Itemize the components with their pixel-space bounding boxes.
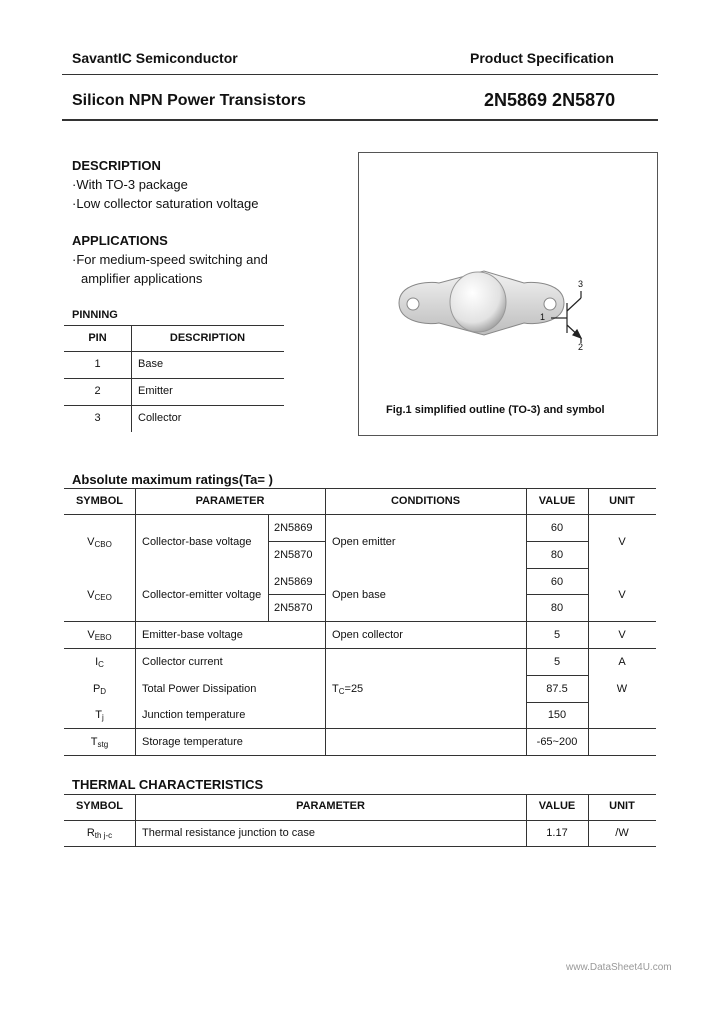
cond-vceo: Open base xyxy=(332,589,386,601)
param-tj: Junction temperature xyxy=(142,709,246,721)
thermal-header-unit: UNIT xyxy=(609,800,635,812)
abs-max-rule xyxy=(64,488,656,489)
value-pd: 87.5 xyxy=(546,683,568,695)
document-type: Product Specification xyxy=(470,50,614,66)
thermal-header-parameter: PARAMETER xyxy=(296,800,365,812)
outline-figure xyxy=(358,152,658,436)
param-ic: Collector current xyxy=(142,656,223,668)
part-variant: 2N5870 xyxy=(274,549,313,561)
abs-max-rule xyxy=(268,541,325,542)
col-header-symbol: SYMBOL xyxy=(75,495,124,507)
emitter-pin-label: 2 xyxy=(578,342,584,352)
abs-max-rule xyxy=(64,728,656,729)
param-rth: Thermal resistance junction to case xyxy=(142,827,316,839)
thermal-rule xyxy=(64,820,656,821)
symbol-pd: $P_D$ xyxy=(92,683,107,696)
symbol-vebo: $V_{EBO}$ xyxy=(87,629,112,642)
thermal-rule xyxy=(64,846,656,847)
abs-max-divider xyxy=(588,488,589,755)
thermal-rule xyxy=(64,794,656,795)
value-vcbo-5869: 60 xyxy=(550,522,564,534)
pinning-rule xyxy=(64,405,284,406)
thermal-header-value: VALUE xyxy=(538,800,576,812)
product-line: Silicon NPN Power Transistors xyxy=(72,92,306,109)
pinning-title: PINNING xyxy=(72,309,118,321)
param-vceo: Collector-emitter voltage xyxy=(142,589,262,601)
unit-rth: /W xyxy=(615,827,629,839)
part-numbers: 2N5869 2N5870 xyxy=(484,90,616,110)
cond-vcbo: Open emitter xyxy=(332,536,396,548)
value-tstg: -65~200 xyxy=(536,736,578,748)
thermal-title: THERMAL CHARACTERISTICS xyxy=(72,777,264,792)
pinning-rule xyxy=(64,378,284,379)
param-vcbo: Collector-base voltage xyxy=(142,536,252,548)
value-vcbo-5870: 80 xyxy=(550,549,564,561)
pin-description: Collector xyxy=(138,412,182,424)
base-pin-label: 1 xyxy=(540,312,546,322)
pin-number: 3 xyxy=(94,412,101,424)
value-rth: 1.17 xyxy=(546,827,568,839)
header-rule-top xyxy=(62,74,658,75)
abs-max-rule xyxy=(526,568,588,569)
abs-max-rule xyxy=(64,648,656,649)
part-variant: 2N5870 xyxy=(274,602,313,614)
abs-max-divider xyxy=(268,514,269,621)
watermark: www.DataSheet4U.com xyxy=(566,962,672,973)
symbol-ic: $I_C$ xyxy=(95,656,104,669)
pinning-rule xyxy=(64,325,284,326)
col-header-parameter: PARAMETER xyxy=(195,495,265,507)
pin-number: 1 xyxy=(94,358,101,370)
collector-pin-label: 3 xyxy=(578,279,584,289)
abs-max-rule xyxy=(526,702,588,703)
description-item: ·With TO-3 package xyxy=(72,177,188,192)
pinning-header-pin: PIN xyxy=(88,332,107,344)
symbol-tstg: $T_{stg}$ xyxy=(90,736,109,749)
pin-description: Base xyxy=(138,358,164,370)
unit-pd: W xyxy=(616,683,628,695)
to3-package-illustration xyxy=(359,153,657,435)
applications-title: APPLICATIONS xyxy=(72,233,168,248)
abs-max-rule xyxy=(526,594,588,595)
symbol-vcbo: $V_{CBO}$ xyxy=(87,536,112,549)
unit-vcbo: V xyxy=(618,536,626,548)
pin-number: 2 xyxy=(94,385,101,397)
part-variant: 2N5869 xyxy=(274,522,313,534)
applications-item: amplifier applications xyxy=(81,271,203,286)
value-ic: 5 xyxy=(553,656,561,668)
abs-max-rule xyxy=(64,621,656,622)
col-header-conditions: CONDITIONS xyxy=(390,495,461,507)
abs-max-title: Absolute maximum ratings(Ta= ) xyxy=(72,472,273,487)
cond-vebo: Open collector xyxy=(332,629,403,641)
abs-max-divider xyxy=(325,488,326,755)
abs-max-divider xyxy=(135,488,136,755)
param-vebo: Emitter-base voltage xyxy=(142,629,243,641)
thermal-header-symbol: SYMBOL xyxy=(75,800,124,812)
header-rule-bottom xyxy=(62,119,658,121)
param-pd: Total Power Dissipation xyxy=(142,683,257,695)
company-name: SavantIC Semiconductor xyxy=(72,50,238,66)
value-vceo-5869: 60 xyxy=(550,576,564,588)
unit-vceo: V xyxy=(618,589,626,601)
value-vebo: 5 xyxy=(553,629,561,641)
description-item: ·Low collector saturation voltage xyxy=(72,196,259,211)
abs-max-rule xyxy=(526,675,588,676)
pin-description: Emitter xyxy=(138,385,173,397)
unit-ic: A xyxy=(618,656,626,668)
figure-caption: Fig.1 simplified outline (TO-3) and symbol xyxy=(386,404,605,416)
col-header-value: VALUE xyxy=(538,495,576,507)
abs-max-rule xyxy=(526,541,588,542)
applications-item: ·For medium-speed switching and xyxy=(72,252,268,267)
abs-max-rule xyxy=(64,514,656,515)
value-tj: 150 xyxy=(547,709,567,721)
col-header-unit: UNIT xyxy=(609,495,635,507)
unit-vebo: V xyxy=(618,629,626,641)
cond-pd: $T_C=25$ xyxy=(332,683,364,696)
symbol-rth: $R_{th j-c}$ xyxy=(86,827,113,840)
part-variant: 2N5869 xyxy=(274,576,313,588)
symbol-tj: $T_j$ xyxy=(95,709,104,722)
abs-max-rule xyxy=(268,594,325,595)
description-title: DESCRIPTION xyxy=(72,158,161,173)
pinning-rule xyxy=(64,351,284,352)
pinning-header-description: DESCRIPTION xyxy=(169,332,246,344)
param-tstg: Storage temperature xyxy=(142,736,243,748)
symbol-vceo: $V_{CEO}$ xyxy=(87,589,112,602)
abs-max-rule xyxy=(64,755,656,756)
value-vceo-5870: 80 xyxy=(550,602,564,614)
